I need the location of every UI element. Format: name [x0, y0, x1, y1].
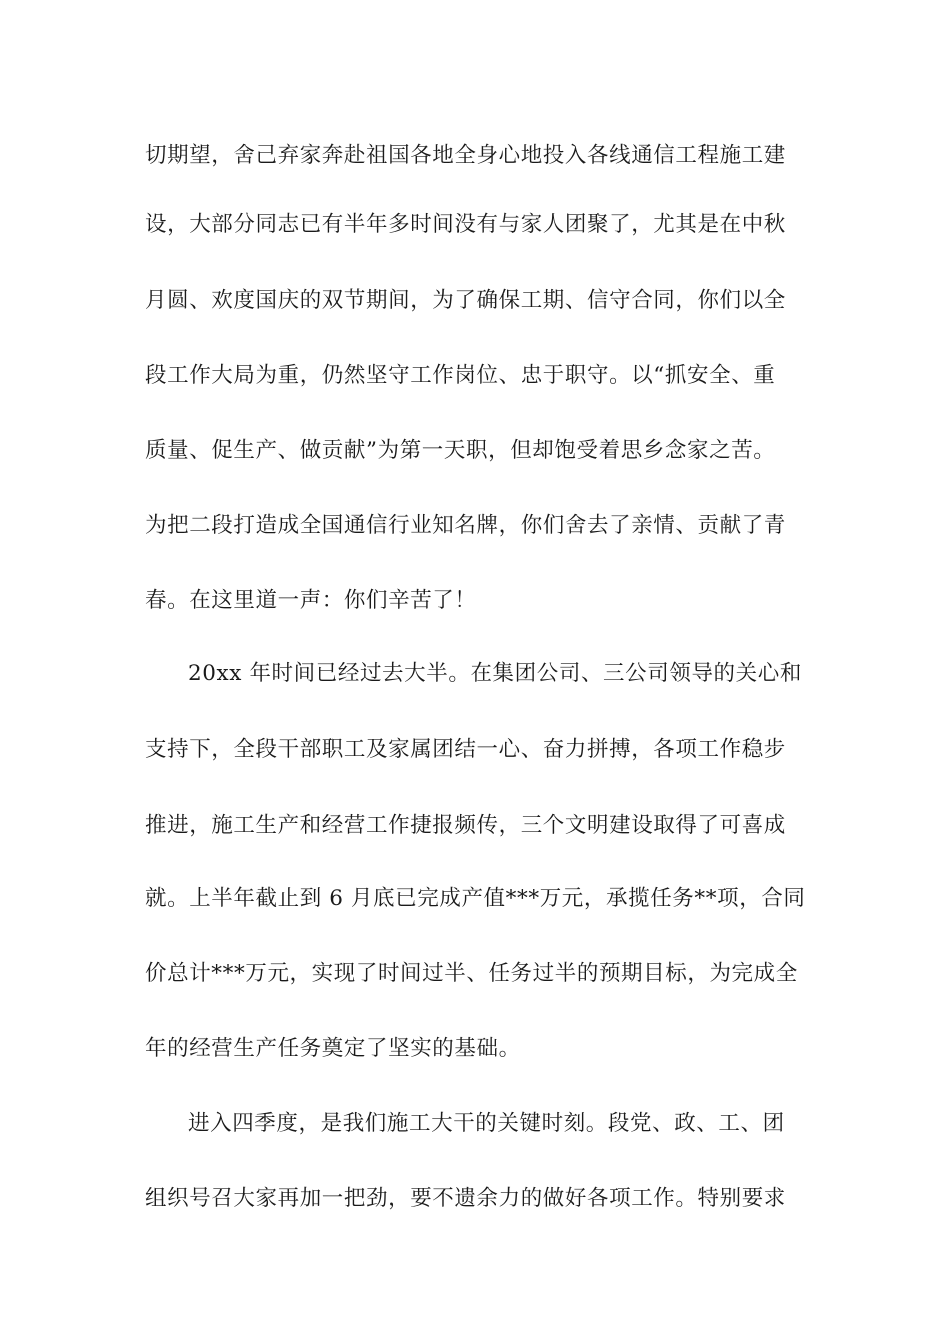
text-line: 月圆、欢度国庆的双节期间，为了确保工期、信守合同，你们以全	[145, 288, 786, 313]
text-line: 支持下，全段干部职工及家属团结一心、奋力拼搏，各项工作稳步	[145, 737, 786, 762]
text-line: 推进，施工生产和经营工作捷报频传，三个文明建设取得了可喜成	[145, 813, 786, 838]
text-line: 段工作大局为重，仍然坚守工作岗位、忠于职守。以“抓安全、重	[145, 363, 776, 388]
text-line: 年的经营生产任务奠定了坚实的基础。	[145, 1036, 521, 1061]
text-line: 春。在这里道一声：你们辛苦了！	[145, 588, 477, 613]
paragraph-first-line: 20xx 年时间已经过去大半。在集团公司、三公司领导的关心和	[188, 661, 802, 686]
paragraph-first-line: 进入四季度，是我们施工大干的关键时刻。段党、政、工、团	[188, 1111, 785, 1136]
text-line: 价总计***万元，实现了时间过半、任务过半的预期目标，为完成全	[145, 961, 798, 986]
text-line: 就。上半年截止到 6 月底已完成产值***万元，承揽任务**项，合同	[145, 886, 806, 911]
text-line: 设，大部分同志已有半年多时间没有与家人团聚了，尤其是在中秋	[145, 212, 786, 237]
text-line: 为把二段打造成全国通信行业知名牌，你们舍去了亲情、贡献了青	[145, 513, 786, 538]
text-line: 质量、促生产、做贡献”为第一天职，但却饱受着思乡念家之苦。	[145, 438, 776, 463]
text-line: 组织号召大家再加一把劲，要不遗余力的做好各项工作。特别要求	[145, 1186, 786, 1211]
text-line: 切期望，舍己弃家奔赴祖国各地全身心地投入各线通信工程施工建	[145, 143, 786, 168]
